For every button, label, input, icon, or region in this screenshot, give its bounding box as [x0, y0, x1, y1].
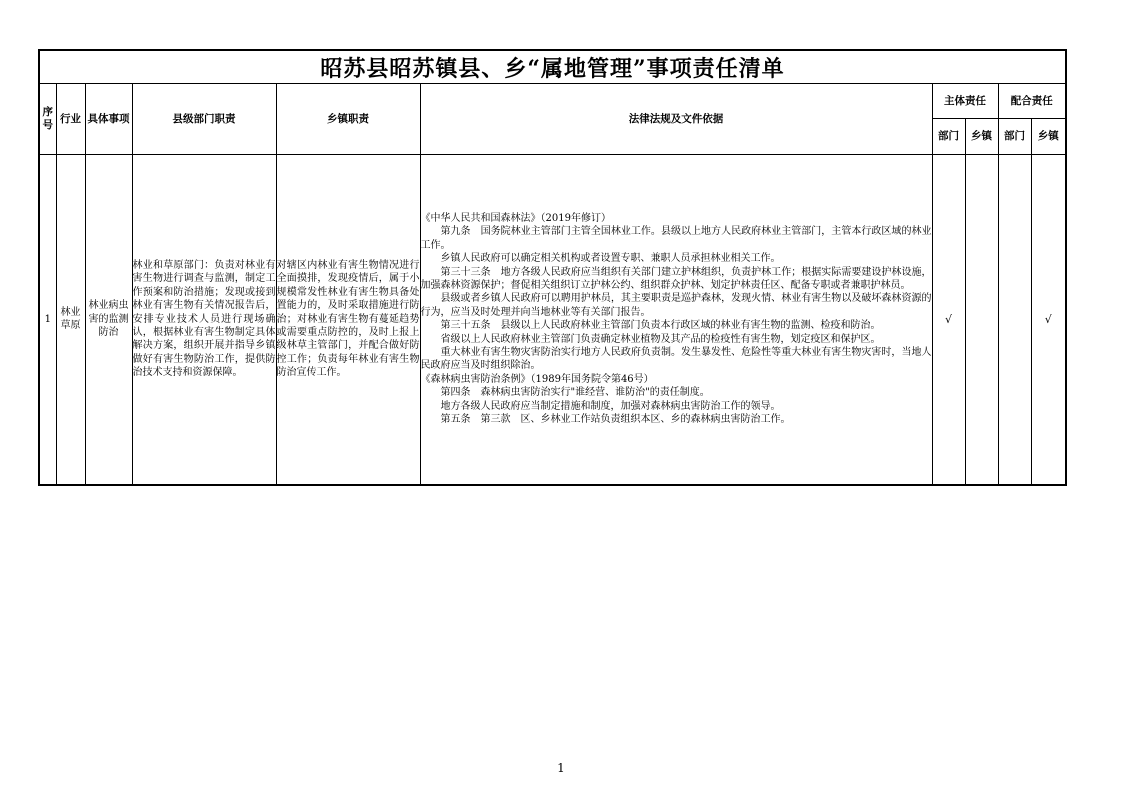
header-law: 法律法规及文件依据 [420, 84, 932, 155]
row-county-duty: 林业和草原部门：负责对林业有害生物进行调查与监测，制定工作预案和防治措施；发现或接到林业有害生物有关情况报告后，安排专业技术人员进行现场确认，根据林业有害生物制定具体解决方案，组织开展并指导乡镇做好有害生物防治工作，提供防治技术支持和资源保障。 [132, 155, 276, 485]
law-line: 省级以上人民政府林业主管部门负责确定林业植物及其产品的检疫性有害生物，划定疫区和保护区。 [440, 333, 881, 345]
header-seq: 序号 [39, 84, 56, 155]
law-line: 乡镇人民政府可以确定相关机构或者设置专职、兼职人员承担林业相关工作。 [440, 253, 781, 265]
law-line: 第三十三条 地方各级人民政府应当组织有关部门建立护林组织，负责护林工作；根据实际需要建设护林设施，加强森林资源保护；督促相关组织订立护林公约、组织群众护林、划定护林责任区、配备专职或者兼职护林员。 [420, 266, 932, 292]
law-line: 第九条 国务院林业主管部门主管全国林业工作。县级以上地方人民政府林业主管部门，主管本行政区域的林业工作。 [420, 226, 932, 251]
law-line: 地方各级人民政府应当制定措施和制度，加强对森林病虫害防治工作的领导。 [440, 400, 781, 412]
header-item: 具体事项 [85, 84, 132, 155]
row-industry: 林业草原 [56, 155, 85, 485]
row-law-basis [420, 155, 932, 485]
table-row [39, 155, 1066, 485]
responsibility-table [38, 49, 1067, 486]
page-number: 1 [557, 761, 565, 775]
page-title: 昭苏县昭苏镇县、乡“属地管理”事项责任清单 [39, 50, 1066, 84]
header-main-responsibility: 主体责任 [932, 84, 998, 119]
coop-town-check: √ [1031, 155, 1066, 485]
header-coop-dept: 部门 [998, 119, 1031, 155]
law-line: 《森林病虫害防治条例》（1989年国务院令第46号） [420, 373, 654, 385]
header-county-duty: 县级部门职责 [132, 84, 276, 155]
header-coop-town: 乡镇 [1031, 119, 1066, 155]
row-item: 林业病虫害的监测防治 [85, 155, 132, 485]
main-town-check [965, 155, 998, 485]
header-main-town: 乡镇 [965, 119, 998, 155]
law-line: 《中华人民共和国森林法》（2019年修订） [420, 213, 611, 224]
header-town-duty: 乡镇职责 [276, 84, 420, 155]
coop-dept-check [998, 155, 1031, 485]
law-line: 第四条 森林病虫害防治实行"谁经营、谁防治"的责任制度。 [440, 387, 710, 399]
row-town-duty: 对辖区内林业有害生物情况进行全面摸排，发现疫情后，属于小规模常发性林业有害生物具备处置能力的，及时采取措施进行防治；对林业有害生物有蔓延趋势或需要重点防控的，及时上报上级林草主管部门，并配合做好防控工作；负责每年林业有害生物防治宣传工作。 [276, 155, 420, 485]
main-dept-check: √ [932, 155, 965, 485]
row-seq: 1 [39, 155, 56, 485]
header-coop-responsibility: 配合责任 [998, 84, 1066, 119]
header-main-dept: 部门 [932, 119, 965, 155]
law-line: 第三十五条 县级以上人民政府林业主管部门负责本行政区域的林业有害生物的监测、检疫和防治。 [440, 320, 881, 332]
law-line: 重大林业有害生物灾害防治实行地方人民政府负责制。发生暴发性、危险性等重大林业有害生物灾害时，当地人民政府应当及时组织除治。 [420, 347, 932, 372]
law-line: 县级或者乡镇人民政府可以聘用护林员，其主要职责是巡护森林，发现火情、林业有害生物以及破坏森林资源的行为，应当及时处理并向当地林业等有关部门报告。 [420, 293, 932, 318]
law-line: 第五条 第三款 区、乡林业工作站负责组织本区、乡的森林病虫害防治工作。 [440, 414, 791, 426]
header-industry: 行业 [56, 84, 85, 155]
